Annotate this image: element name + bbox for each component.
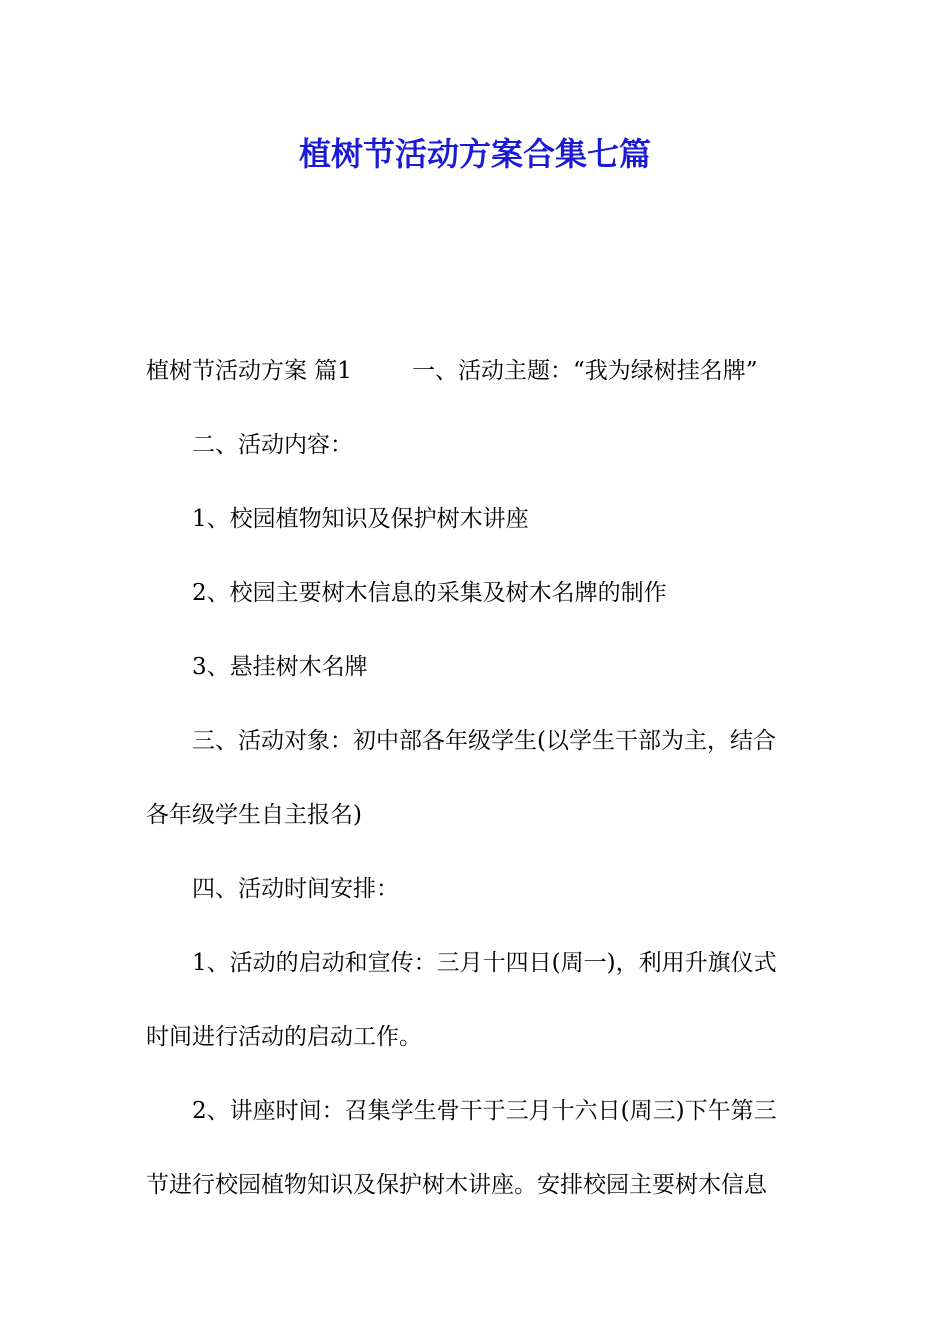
document-body: [146, 334, 808, 1222]
paragraph-line: 1、活动的启动和宣传：三月十四日(周一)，利用升旗仪式: [192, 950, 777, 976]
paragraph-line: 节进行校园植物知识及保护树木讲座。安排校园主要树木信息: [146, 1172, 767, 1198]
paragraph-line: 1、校园植物知识及保护树木讲座: [192, 506, 529, 532]
document-title: 植树节活动方案合集七篇: [298, 135, 651, 173]
paragraph-line: 四、活动时间安排：: [192, 876, 399, 902]
paragraph-line: 各年级学生自主报名): [146, 802, 362, 828]
paragraph-line: 二、活动内容：: [192, 432, 353, 458]
paragraph-line: 3、悬挂树木名牌: [192, 654, 368, 680]
paragraph-line: 2、校园主要树木信息的采集及树木名牌的制作: [192, 580, 667, 606]
paragraph-line: 时间进行活动的启动工作。: [146, 1024, 422, 1050]
paragraph-line: 三、活动对象：初中部各年级学生(以学生干部为主，结合: [192, 728, 776, 754]
paragraph-line: 2、讲座时间：召集学生骨干于三月十六日(周三)下午第三: [192, 1098, 777, 1124]
section-heading: 植树节活动方案 篇1: [146, 358, 352, 384]
activity-theme: 一、活动主题：“我为绿树挂名牌”: [411, 358, 758, 384]
paragraph-line: [146, 334, 808, 408]
